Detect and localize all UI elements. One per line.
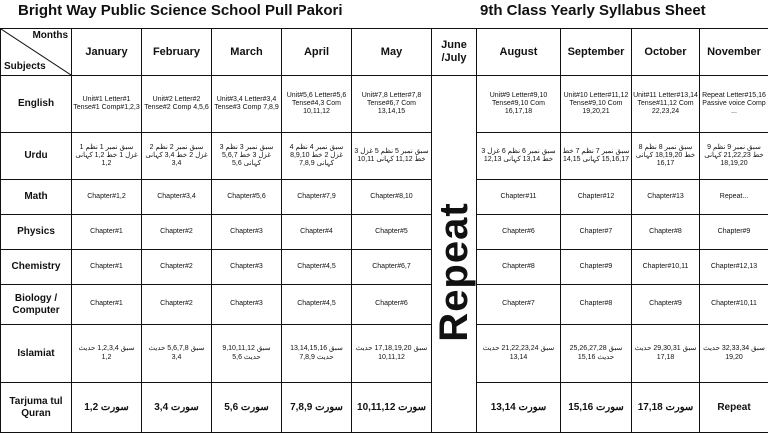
subjects-header: Subjects: [4, 60, 46, 72]
syllabus-cell: Repeat...: [700, 180, 768, 215]
syllabus-cell: Chapter#1: [72, 215, 142, 250]
syllabus-cell: Chapter#3: [212, 215, 282, 250]
syllabus-cell: سورت 5,6: [212, 383, 282, 433]
syllabus-cell: Unit#7,8 Letter#7,8 Tense#6,7 Com 13,14,15: [352, 76, 432, 133]
syllabus-cell: Chapter#9: [632, 285, 700, 325]
table-row: [1, 383, 768, 433]
syllabus-cell: سبق 13,14,15,16 حدیث 7,8,9: [282, 325, 352, 383]
syllabus-cell: Unit#1 Letter#1 Tense#1 Comp#1,2,3: [72, 76, 142, 133]
syllabus-cell: سبق نمبر 2 نظم 2 غزل 2 خط 3,4 کہانی 3,4: [142, 133, 212, 180]
syllabus-cell: Chapter#5: [352, 215, 432, 250]
syllabus-cell: Chapter#9: [700, 215, 768, 250]
subject-label: Physics: [1, 215, 72, 250]
syllabus-cell: سورت 15,16: [561, 383, 632, 433]
subject-label: Biology / Computer: [1, 285, 72, 325]
table-row: [1, 215, 768, 250]
june-july-header: June /July: [432, 29, 477, 76]
syllabus-cell: Chapter#9: [561, 250, 632, 285]
syllabus-cell: Chapter#2: [142, 285, 212, 325]
syllabus-cell: Chapter#11: [477, 180, 561, 215]
syllabus-cell: Chapter#1: [72, 285, 142, 325]
syllabus-cell: Chapter#5,6: [212, 180, 282, 215]
syllabus-cell: Chapter#6: [477, 215, 561, 250]
syllabus-cell: Chapter#4,5: [282, 250, 352, 285]
syllabus-cell: Chapter#2: [142, 250, 212, 285]
syllabus-cell: سبق نمبر 1 نظم 1 غزل 1 خط 1,2 کہانی 1,2: [72, 133, 142, 180]
syllabus-cell: سورت 3,4: [142, 383, 212, 433]
month-header: May: [352, 29, 432, 76]
table-row: [1, 133, 768, 180]
subject-label: Tarjuma tul Quran: [1, 383, 72, 433]
syllabus-cell: Chapter#10,11: [700, 285, 768, 325]
syllabus-cell: سبق نمبر 4 نظم 4 غزل 2 خط 8,9,10 کہانی 7,8,9: [282, 133, 352, 180]
syllabus-cell: Unit#2 Letter#2 Tense#2 Comp 4,5,6: [142, 76, 212, 133]
repeat-column: [432, 76, 477, 433]
syllabus-cell: Chapter#4: [282, 215, 352, 250]
syllabus-cell: سبق 5,6,7,8 حدیث 3,4: [142, 325, 212, 383]
syllabus-cell: Chapter#10,11: [632, 250, 700, 285]
syllabus-cell: سورت 10,11,12: [352, 383, 432, 433]
month-header: October: [632, 29, 700, 76]
syllabus-cell: سبق 17,18,19,20 حدیث 10,11,12: [352, 325, 432, 383]
syllabus-cell: Chapter#6,7: [352, 250, 432, 285]
month-header: November: [700, 29, 768, 76]
syllabus-cell: سبق 32,33,34 حدیث 19,20: [700, 325, 768, 383]
subject-label: Islamiat: [1, 325, 72, 383]
syllabus-cell: Chapter#3,4: [142, 180, 212, 215]
syllabus-cell: Chapter#8: [632, 215, 700, 250]
syllabus-cell: سبق نمبر 8 نظم 8 خط 18,19,20 کہانی 16,17: [632, 133, 700, 180]
syllabus-cell: سبق نمبر 9 نظم 9 خط 21,22,23 کہانی 18,19,20: [700, 133, 768, 180]
syllabus-cell: سبق 29,30,31 حدیث 17,18: [632, 325, 700, 383]
syllabus-cell: Unit#3,4 Letter#3,4 Tense#3 Comp 7,8,9: [212, 76, 282, 133]
table-row: [1, 325, 768, 383]
syllabus-cell: Unit#5,6 Letter#5,6 Tense#4,3 Com 10,11,12: [282, 76, 352, 133]
syllabus-cell: سبق نمبر 3 نظم 3 غزل 3 خط 5,6,7 کہانی 5,6: [212, 133, 282, 180]
syllabus-cell: Chapter#3: [212, 250, 282, 285]
syllabus-cell: Chapter#3: [212, 285, 282, 325]
month-header: January: [72, 29, 142, 76]
table-row: [1, 250, 768, 285]
month-header: March: [212, 29, 282, 76]
syllabus-cell: سورت 1,2: [72, 383, 142, 433]
school-title: Bright Way Public Science School Pull Pakori: [18, 2, 343, 19]
syllabus-cell: سورت 17,18: [632, 383, 700, 433]
months-header: Months: [32, 30, 68, 41]
syllabus-cell: Chapter#1: [72, 250, 142, 285]
syllabus-cell: Unit#11 Letter#13,14 Tense#11,12 Com 22,23,24: [632, 76, 700, 133]
month-header: August: [477, 29, 561, 76]
syllabus-cell: Chapter#2: [142, 215, 212, 250]
syllabus-cell: Unit#9 Letter#9,10 Tense#9,10 Com 16,17,18: [477, 76, 561, 133]
syllabus-cell: سبق نمبر 5 نظم 5 غزل 3 خط 11,12 کہانی 10,11: [352, 133, 432, 180]
syllabus-cell: Unit#10 Letter#11,12 Tense#9,10 Com 19,20,21: [561, 76, 632, 133]
syllabus-cell: Chapter#7,9: [282, 180, 352, 215]
syllabus-cell: Chapter#12,13: [700, 250, 768, 285]
table-row: [1, 76, 768, 133]
syllabus-cell: Chapter#4,5: [282, 285, 352, 325]
syllabus-cell: سبق 25,26,27,28 حدیث 15,16: [561, 325, 632, 383]
syllabus-cell: سبق نمبر 6 نظم 6 غزل 3 خط 13,14 کہانی 12,13: [477, 133, 561, 180]
subject-label: Math: [1, 180, 72, 215]
syllabus-cell: Chapter#7: [561, 215, 632, 250]
syllabus-cell: Chapter#8: [477, 250, 561, 285]
syllabus-cell: Chapter#6: [352, 285, 432, 325]
syllabus-cell: سورت 7,8,9: [282, 383, 352, 433]
syllabus-cell: سبق نمبر 7 نظم 7 خط 15,16,17 کہانی 14,15: [561, 133, 632, 180]
sheet-title: 9th Class Yearly Syllabus Sheet: [480, 2, 706, 19]
syllabus-cell: سبق 9,10,11,12 حدیث 5,6: [212, 325, 282, 383]
syllabus-cell: Chapter#8: [561, 285, 632, 325]
syllabus-cell: سبق 1,2,3,4 حدیث 1,2: [72, 325, 142, 383]
repeat-label: Repeat: [432, 202, 476, 342]
syllabus-cell: Chapter#7: [477, 285, 561, 325]
syllabus-cell: Repeat: [700, 383, 768, 433]
subject-label: Chemistry: [1, 250, 72, 285]
syllabus-cell: Chapter#1,2: [72, 180, 142, 215]
syllabus-table: [0, 28, 768, 433]
syllabus-cell: Chapter#13: [632, 180, 700, 215]
subject-label: English: [1, 76, 72, 133]
syllabus-cell: Repeat Letter#15,16 Passive voice Comp ...: [700, 76, 768, 133]
syllabus-cell: Chapter#8,10: [352, 180, 432, 215]
syllabus-cell: Chapter#12: [561, 180, 632, 215]
syllabus-cell: سورت 13,14: [477, 383, 561, 433]
month-header: April: [282, 29, 352, 76]
table-row: [1, 180, 768, 215]
month-header: February: [142, 29, 212, 76]
month-header: September: [561, 29, 632, 76]
table-corner: [1, 29, 72, 76]
syllabus-cell: سبق 21,22,23,24 حدیث 13,14: [477, 325, 561, 383]
table-row: [1, 285, 768, 325]
subject-label: Urdu: [1, 133, 72, 180]
